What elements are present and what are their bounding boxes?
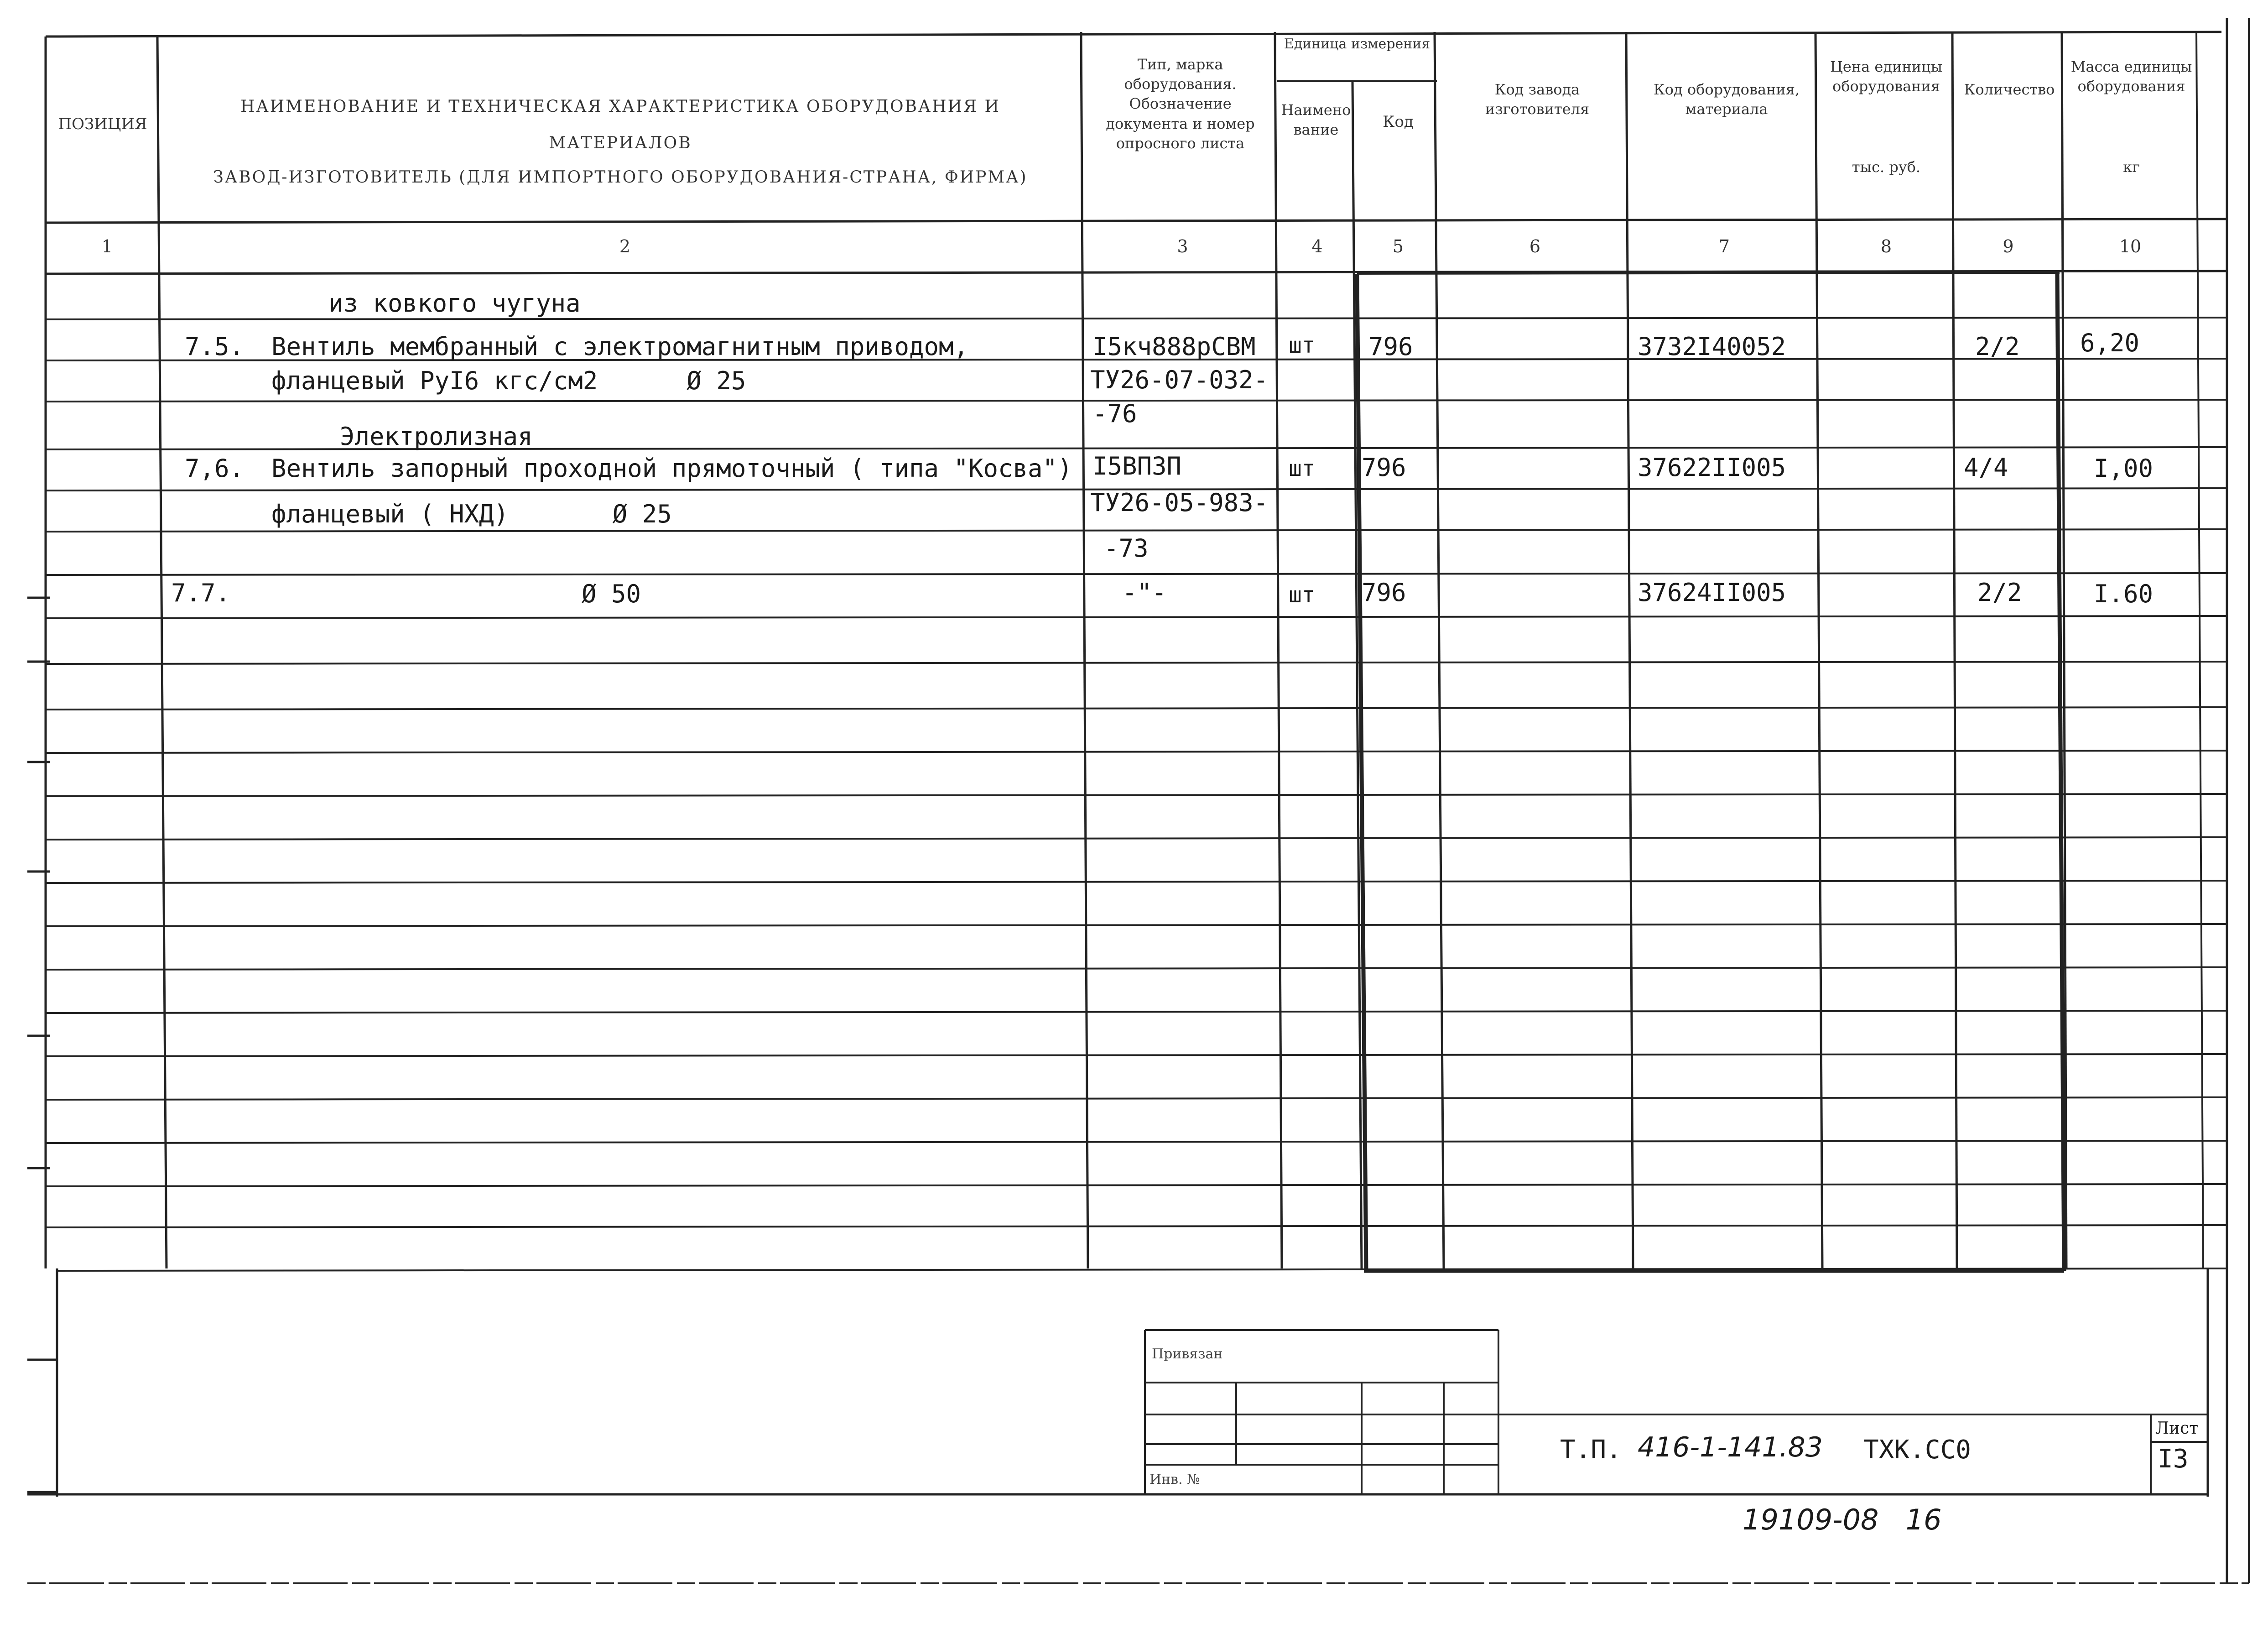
item-name: Вентиль мембранный с электромагнитным приводом, xyxy=(271,332,969,361)
header-type: Тип, марка оборудования. Обозначение документа и номер опросного листа xyxy=(1106,56,1255,152)
archive-number: 19109-08 16 xyxy=(1743,1503,1942,1536)
header-name-line3: ЗАВОД-ИЗГОТОВИТЕЛЬ (ДЛЯ ИМПОРТНОГО ОБОРУДОВАНИЯ-СТРАНА, ФИРМА) xyxy=(213,168,1028,187)
doc-prefix: Т.П. xyxy=(1560,1435,1622,1465)
header-price: Цена единицы оборудования xyxy=(1830,58,1943,95)
doc-code: ТХК.СС0 xyxy=(1863,1435,1971,1465)
item-name: Ø 50 xyxy=(582,579,641,608)
item-quantity: 4/4 xyxy=(1964,453,2008,482)
col-number: 10 xyxy=(2119,236,2142,256)
doc-number: 416-1-141.83 xyxy=(1638,1431,1823,1463)
header-price-unit: тыс. руб. xyxy=(1852,158,1921,176)
item-type: -"- xyxy=(1122,578,1167,607)
item-name-cont: фланцевый РуI6 кгс/см2 Ø 25 xyxy=(271,366,746,395)
item-unit: шт xyxy=(1289,582,1315,608)
item-quantity: 2/2 xyxy=(1977,578,2022,607)
col-number: 2 xyxy=(619,236,631,256)
col-number: 8 xyxy=(1880,236,1892,256)
col-number: 9 xyxy=(2003,236,2014,256)
item-type-cont: -73 xyxy=(1104,534,1149,563)
item-type: I5кч888рСВМ xyxy=(1092,332,1256,361)
header-name-line1: НАИМЕНОВАНИЕ И ТЕХНИЧЕСКАЯ ХАРАКТЕРИСТИКА ОБОРУДОВАНИЯ И xyxy=(240,97,1000,116)
col-number: 5 xyxy=(1392,236,1404,256)
item-equipment-code: 3732I40052 xyxy=(1638,332,1786,361)
item-mass: I,00 xyxy=(2094,454,2154,483)
col-number: 4 xyxy=(1311,236,1323,256)
item-unit: шт xyxy=(1289,456,1315,481)
item-mass: I.60 xyxy=(2094,579,2154,608)
item-name: Вентиль запорный проходной прямоточный ( типа "Косва") xyxy=(271,454,1072,483)
col-number: 1 xyxy=(101,236,113,256)
item-unit-code: 796 xyxy=(1368,332,1413,361)
sheet-number: I3 xyxy=(2158,1444,2189,1474)
position-7-5: 7.5. xyxy=(185,332,244,361)
header-unit-group: Единица измерения xyxy=(1284,36,1431,52)
header-mass: Масса единицы оборудования xyxy=(2070,58,2192,95)
header-position: ПОЗИЦИЯ xyxy=(58,115,147,133)
item-mass: 6,20 xyxy=(2080,329,2140,357)
item-type-cont: -76 xyxy=(1092,399,1137,428)
item-unit-code: 796 xyxy=(1362,578,1406,607)
header-factory-code: Код завода изготовителя xyxy=(1485,81,1590,118)
position-7-7: 7.7. xyxy=(171,579,231,607)
item-equipment-code: 37622II005 xyxy=(1638,453,1786,482)
header-mass-unit: кг xyxy=(2123,158,2140,176)
section-title: Электролизная xyxy=(340,422,533,451)
stamp-privyazan: Привязан xyxy=(1152,1346,1223,1362)
position-7-6: 7,6. xyxy=(185,454,244,483)
header-name-line2: МАТЕРИАЛОВ xyxy=(549,134,692,152)
item-equipment-code: 37624II005 xyxy=(1638,578,1786,607)
header-equipment-code: Код оборудования, материала xyxy=(1653,81,1800,118)
header-unit-name: Наименование xyxy=(1281,101,1351,139)
col-number: 3 xyxy=(1177,236,1188,256)
sheet-label: Лист xyxy=(2155,1419,2199,1438)
item-unit: шт xyxy=(1289,333,1315,358)
item-quantity: 2/2 xyxy=(1975,332,2020,361)
item-unit-code: 796 xyxy=(1362,453,1406,482)
item-type-cont: ТУ26-05-983- xyxy=(1090,488,1269,517)
col-number: 6 xyxy=(1529,236,1541,256)
header-quantity: Количество xyxy=(1964,81,2055,98)
item-name-cont: фланцевый ( НХД) Ø 25 xyxy=(271,500,672,528)
row-material-note: из ковкого чугуна xyxy=(328,289,581,318)
col-number: 7 xyxy=(1718,236,1730,256)
item-type: I5ВП3П xyxy=(1092,452,1182,480)
item-type-cont: ТУ26-07-032- xyxy=(1090,365,1269,394)
stamp-inventory: Инв. № xyxy=(1150,1472,1200,1487)
header-unit-code: Код xyxy=(1383,113,1414,131)
